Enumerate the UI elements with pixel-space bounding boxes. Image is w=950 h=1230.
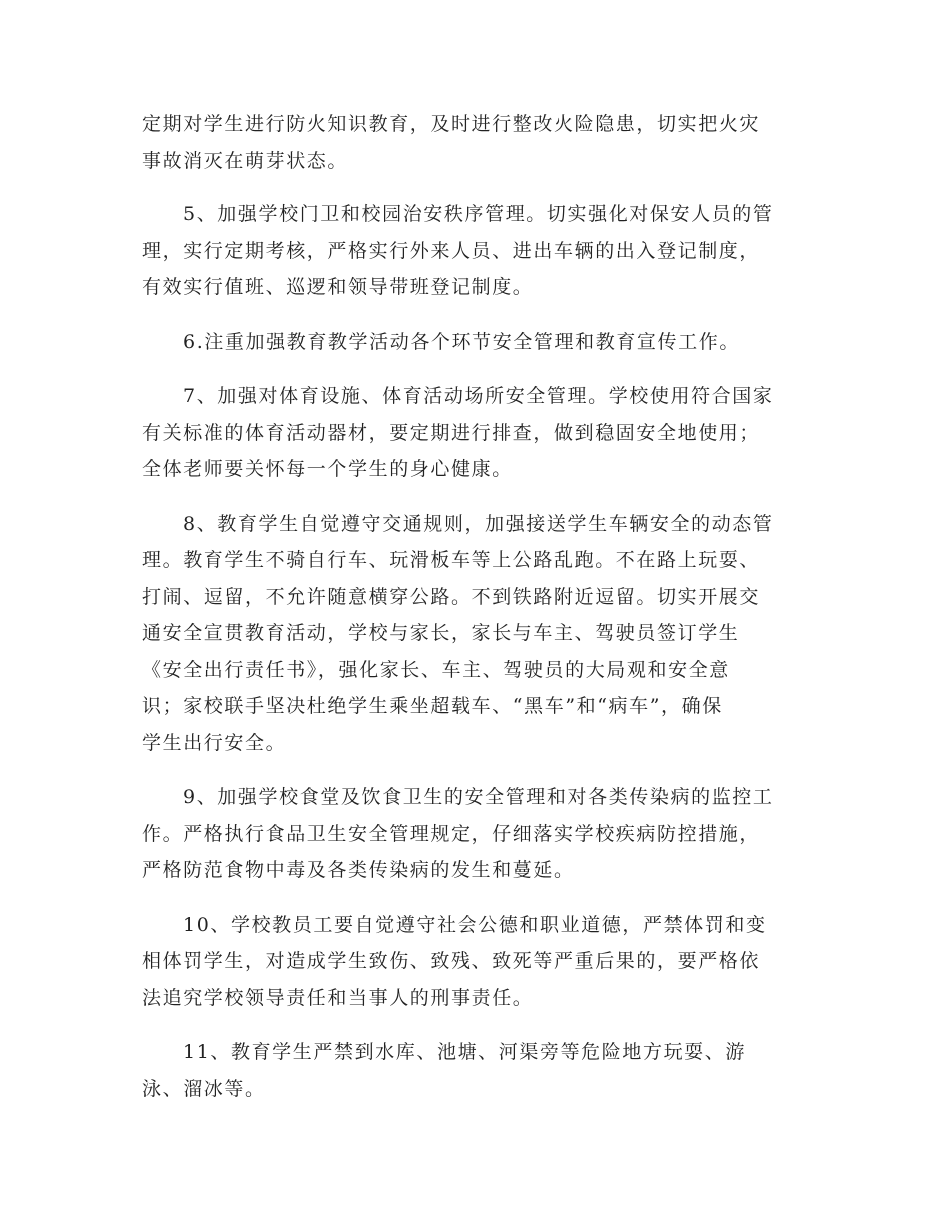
paragraph-line: 理。教育学生不骑自行车、玩滑板车等上公路乱跑。不在路上玩耍、	[142, 549, 761, 571]
document-body	[142, 106, 808, 1125]
paragraph-line: 5、加强学校门卫和校园治安秩序管理。切实强化对保安人员的管	[183, 203, 774, 225]
paragraph-line: 通安全宣贯教育活动，学校与家长，家长与车主、驾驶员签订学生	[142, 622, 740, 644]
paragraph-line: 理，实行定期考核，严格实行外来人员、进出车辆的出入登记制度，	[142, 239, 761, 262]
paragraph-line: 事故消灭在萌芽状态。	[142, 149, 349, 172]
paragraph-line: 有关标准的体育活动器材，要定期进行排查，做到稳固安全地使用；	[142, 421, 761, 444]
paragraph-item-5	[142, 196, 808, 306]
paragraph-line: 6.注重加强教育教学活动各个环节安全管理和教育宣传工作。	[183, 330, 740, 353]
paragraph-line: 严格防范食物中毒及各类传染病的发生和蔓延。	[142, 859, 575, 881]
paragraph-line: 定期对学生进行防火知识教育，及时进行整改火险隐患，切实把火灾	[142, 113, 761, 135]
paragraph-line: 泳、溜冰等。	[142, 1077, 266, 1100]
paragraph-line: 全体老师要关怀每一个学生的身心健康。	[142, 458, 513, 480]
paragraph-line: 法追究学校领导责任和当事人的刑事责任。	[142, 986, 534, 1009]
paragraph-item-9	[142, 779, 808, 889]
paragraph-line: 8、教育学生自觉遵守交通规则，加强接送学生车辆安全的动态管	[183, 512, 774, 535]
paragraph-line: 9、加强学校食堂及饮食卫生的安全管理和对各类传染病的监控工	[183, 786, 774, 808]
paragraph-line: 学生出行安全。	[142, 731, 287, 754]
paragraph-item-7	[142, 378, 808, 488]
paragraph-line: 7、加强对体育设施、体育活动场所安全管理。学校使用符合国家	[183, 385, 774, 407]
paragraph-item-6	[142, 324, 808, 361]
paragraph-line: 识；家校联手坚决杜绝学生乘坐超载车、“黑车”和“病车”，确保	[142, 695, 723, 717]
paragraph-line: 作。严格执行食品卫生安全管理规定，仔细落实学校疾病防控措施，	[142, 822, 761, 845]
paragraph-line: 有效实行值班、巡逻和领导带班登记制度。	[142, 276, 534, 298]
paragraph-item-10	[142, 907, 808, 1017]
paragraph-line: 打闹、逗留，不允许随意横穿公路。不到铁路附近逗留。切实开展交	[142, 585, 761, 608]
paragraph-line: 《安全出行责任书》，强化家长、车主、驾驶员的大局观和安全意	[142, 658, 730, 681]
paragraph-item-11	[142, 1034, 808, 1107]
paragraph-line: 相体罚学生，对造成学生致伤、致残、致死等严重后果的，要严格依	[142, 950, 761, 972]
paragraph-line: 11、教育学生严禁到水库、池塘、河渠旁等危险地方玩耍、游	[183, 1041, 746, 1063]
paragraph-continued	[142, 106, 808, 179]
paragraph-line: 10、学校教员工要自觉遵守社会公德和职业道德，严禁体罚和变	[183, 913, 767, 936]
paragraph-item-8	[142, 506, 808, 762]
